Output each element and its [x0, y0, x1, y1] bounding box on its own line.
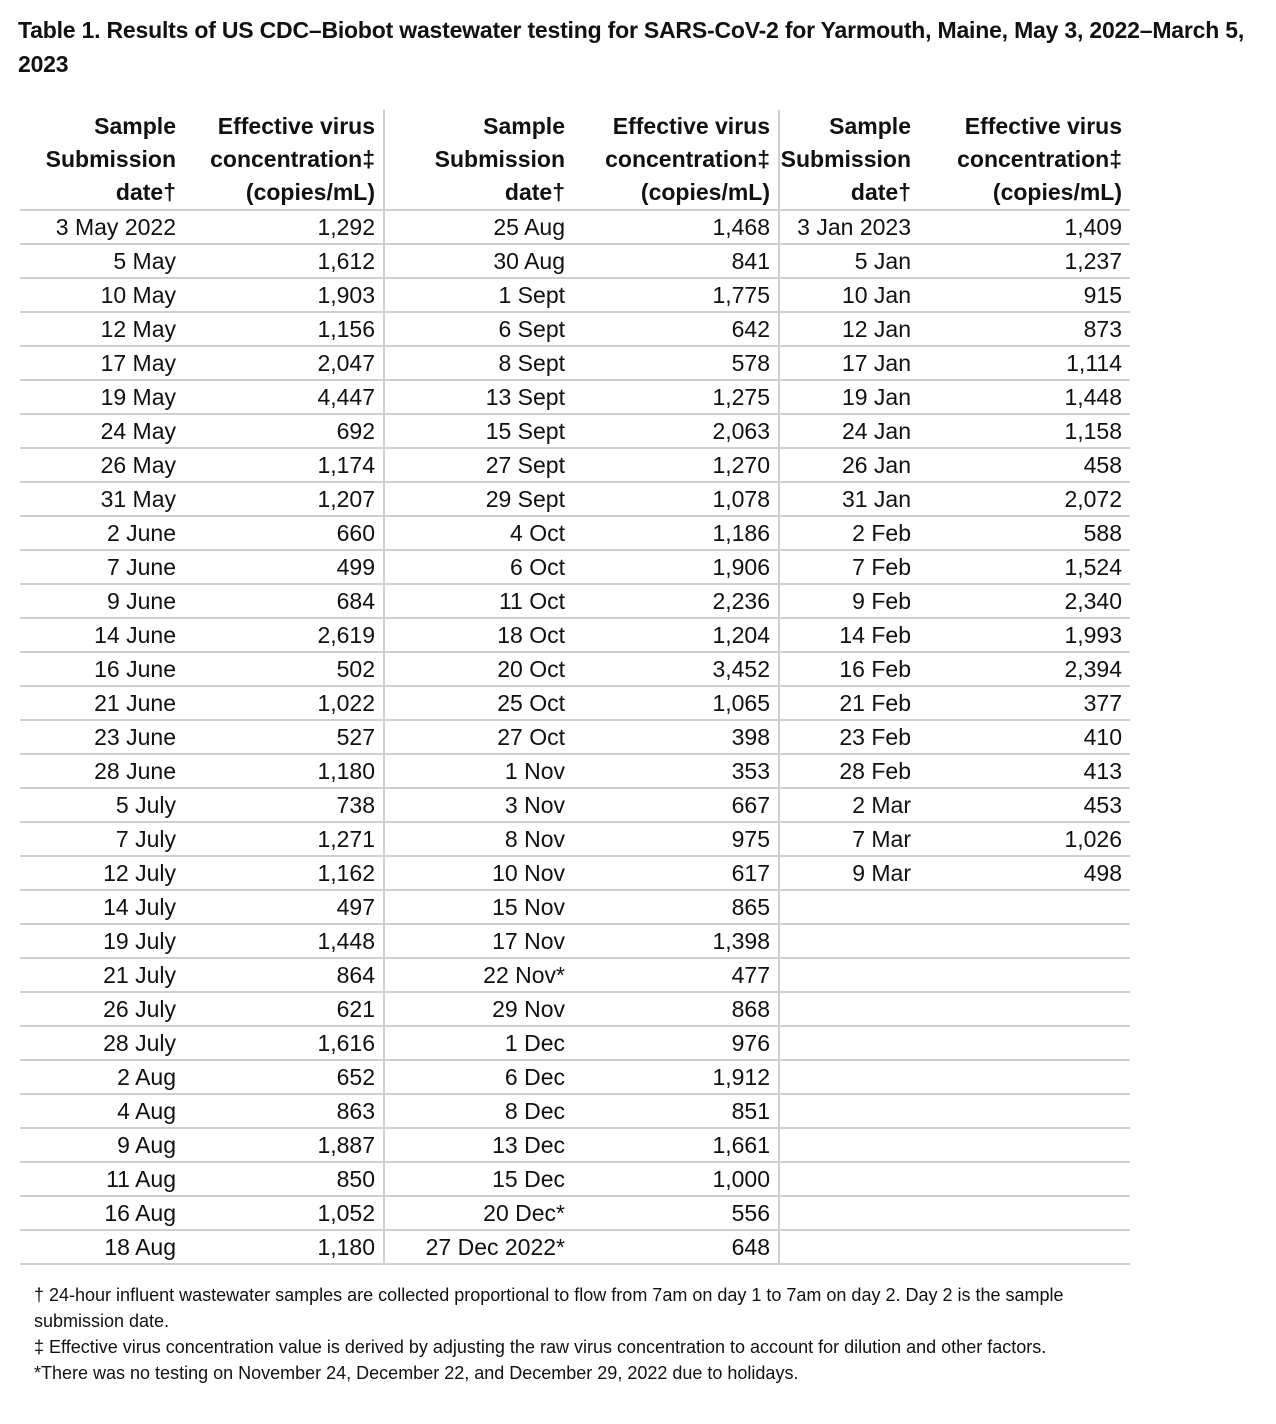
- concentration-cell: 1,114: [919, 346, 1130, 380]
- sample-date-cell: 16 June: [20, 652, 184, 686]
- header-row: [20, 110, 1130, 210]
- concentration-cell: [919, 992, 1130, 1026]
- concentration-cell: 1,052: [184, 1196, 384, 1230]
- table-row: [20, 346, 1130, 380]
- concentration-cell: 868: [573, 992, 779, 1026]
- sample-date-cell: 10 May: [20, 278, 184, 312]
- sample-date-cell: [779, 1094, 919, 1128]
- sample-date-cell: 7 June: [20, 550, 184, 584]
- concentration-cell: 2,047: [184, 346, 384, 380]
- concentration-cell: 353: [573, 754, 779, 788]
- concentration-cell: [919, 1060, 1130, 1094]
- concentration-cell: 1,292: [184, 210, 384, 244]
- concentration-cell: 660: [184, 516, 384, 550]
- footnote-double-dagger: ‡ Effective virus concentration value is derived by adjusting the raw virus concentration to account for dilution and other factors.: [34, 1337, 1047, 1357]
- sample-date-cell: 4 Aug: [20, 1094, 184, 1128]
- concentration-cell: 1,065: [573, 686, 779, 720]
- sample-date-cell: 11 Oct: [384, 584, 573, 618]
- sample-date-cell: 27 Dec 2022*: [384, 1230, 573, 1264]
- table-row: [20, 788, 1130, 822]
- concentration-cell: 738: [184, 788, 384, 822]
- sample-date-cell: 15 Nov: [384, 890, 573, 924]
- sample-date-cell: 13 Sept: [384, 380, 573, 414]
- header-concentration: Effective virus concentration‡ (copies/mL): [573, 110, 779, 210]
- sample-date-cell: 2 Mar: [779, 788, 919, 822]
- sample-date-cell: 5 May: [20, 244, 184, 278]
- sample-date-cell: 24 Jan: [779, 414, 919, 448]
- sample-date-cell: 14 Feb: [779, 618, 919, 652]
- sample-date-cell: 9 Mar: [779, 856, 919, 890]
- concentration-cell: 617: [573, 856, 779, 890]
- sample-date-cell: 26 July: [20, 992, 184, 1026]
- sample-date-cell: 3 May 2022: [20, 210, 184, 244]
- sample-date-cell: 15 Dec: [384, 1162, 573, 1196]
- concentration-cell: 377: [919, 686, 1130, 720]
- sample-date-cell: [779, 958, 919, 992]
- sample-date-cell: 22 Nov*: [384, 958, 573, 992]
- concentration-cell: 1,409: [919, 210, 1130, 244]
- sample-date-cell: 15 Sept: [384, 414, 573, 448]
- sample-date-cell: 2 Aug: [20, 1060, 184, 1094]
- table-row: [20, 380, 1130, 414]
- concentration-cell: 841: [573, 244, 779, 278]
- concentration-cell: 2,340: [919, 584, 1130, 618]
- footnote-dagger: † 24-hour influent wastewater samples are collected proportional to flow from 7am on day 1 to 7am on day 2. Day 2 is the sample submission date.: [34, 1285, 1064, 1331]
- results-table: [20, 110, 1130, 1265]
- sample-date-cell: 27 Oct: [384, 720, 573, 754]
- concentration-cell: 458: [919, 448, 1130, 482]
- table-title: Table 1. Results of US CDC–Biobot wastewater testing for SARS-CoV-2 for Yarmouth, Maine, May 3, 2022–March 5, 2023: [18, 17, 1245, 77]
- concentration-cell: 1,180: [184, 754, 384, 788]
- concentration-cell: 4,447: [184, 380, 384, 414]
- sample-date-cell: 5 Jan: [779, 244, 919, 278]
- concentration-cell: 1,612: [184, 244, 384, 278]
- table-row: [20, 1162, 1130, 1196]
- header-sample-date: Sample Submission date†: [779, 110, 919, 210]
- table-row: [20, 482, 1130, 516]
- concentration-cell: 864: [184, 958, 384, 992]
- sample-date-cell: 6 Dec: [384, 1060, 573, 1094]
- sample-date-cell: 8 Sept: [384, 346, 573, 380]
- sample-date-cell: 21 June: [20, 686, 184, 720]
- table-row: [20, 1060, 1130, 1094]
- table-row: [20, 754, 1130, 788]
- concentration-cell: 499: [184, 550, 384, 584]
- table-row: [20, 890, 1130, 924]
- sample-date-cell: 25 Oct: [384, 686, 573, 720]
- sample-date-cell: 16 Feb: [779, 652, 919, 686]
- table-row: [20, 652, 1130, 686]
- table-row: [20, 686, 1130, 720]
- concentration-cell: 975: [573, 822, 779, 856]
- sample-date-cell: 19 July: [20, 924, 184, 958]
- header-concentration: Effective virus concentration‡ (copies/mL): [919, 110, 1130, 210]
- concentration-cell: 1,026: [919, 822, 1130, 856]
- table-row: [20, 448, 1130, 482]
- concentration-cell: [919, 1230, 1130, 1264]
- sample-date-cell: 12 July: [20, 856, 184, 890]
- sample-date-cell: [779, 890, 919, 924]
- sample-date-cell: 17 Jan: [779, 346, 919, 380]
- concentration-cell: [919, 1128, 1130, 1162]
- sample-date-cell: 26 Jan: [779, 448, 919, 482]
- sample-date-cell: 17 May: [20, 346, 184, 380]
- sample-date-cell: 26 May: [20, 448, 184, 482]
- sample-date-cell: 20 Dec*: [384, 1196, 573, 1230]
- concentration-cell: 976: [573, 1026, 779, 1060]
- sample-date-cell: [779, 1196, 919, 1230]
- concentration-cell: 873: [919, 312, 1130, 346]
- sample-date-cell: 20 Oct: [384, 652, 573, 686]
- sample-date-cell: [779, 992, 919, 1026]
- sample-date-cell: 28 July: [20, 1026, 184, 1060]
- concentration-cell: 1,271: [184, 822, 384, 856]
- concentration-cell: 2,236: [573, 584, 779, 618]
- table-row: [20, 210, 1130, 244]
- concentration-cell: 851: [573, 1094, 779, 1128]
- table-row: [20, 1128, 1130, 1162]
- concentration-cell: 1,906: [573, 550, 779, 584]
- concentration-cell: 3,452: [573, 652, 779, 686]
- concentration-cell: 477: [573, 958, 779, 992]
- table-row: [20, 584, 1130, 618]
- table-row: [20, 856, 1130, 890]
- sample-date-cell: 1 Sept: [384, 278, 573, 312]
- concentration-cell: 556: [573, 1196, 779, 1230]
- concentration-cell: 850: [184, 1162, 384, 1196]
- sample-date-cell: 1 Nov: [384, 754, 573, 788]
- concentration-cell: 1,158: [919, 414, 1130, 448]
- concentration-cell: 1,180: [184, 1230, 384, 1264]
- sample-date-cell: 31 Jan: [779, 482, 919, 516]
- concentration-cell: 2,063: [573, 414, 779, 448]
- sample-date-cell: [779, 924, 919, 958]
- concentration-cell: 652: [184, 1060, 384, 1094]
- concentration-cell: 1,275: [573, 380, 779, 414]
- table-row: [20, 618, 1130, 652]
- table-row: [20, 1026, 1130, 1060]
- concentration-cell: 915: [919, 278, 1130, 312]
- concentration-cell: [919, 1196, 1130, 1230]
- concentration-cell: 502: [184, 652, 384, 686]
- concentration-cell: 642: [573, 312, 779, 346]
- table-row: [20, 1094, 1130, 1128]
- sample-date-cell: 8 Nov: [384, 822, 573, 856]
- table-row: [20, 278, 1130, 312]
- sample-date-cell: 19 May: [20, 380, 184, 414]
- sample-date-cell: 28 Feb: [779, 754, 919, 788]
- sample-date-cell: 9 Feb: [779, 584, 919, 618]
- table-row: [20, 1230, 1130, 1264]
- sample-date-cell: 12 May: [20, 312, 184, 346]
- concentration-cell: 2,619: [184, 618, 384, 652]
- concentration-cell: 2,394: [919, 652, 1130, 686]
- sample-date-cell: 9 June: [20, 584, 184, 618]
- table-row: [20, 516, 1130, 550]
- table-row: [20, 244, 1130, 278]
- sample-date-cell: 16 Aug: [20, 1196, 184, 1230]
- concentration-cell: 578: [573, 346, 779, 380]
- sample-date-cell: 6 Oct: [384, 550, 573, 584]
- concentration-cell: 1,616: [184, 1026, 384, 1060]
- concentration-cell: 1,270: [573, 448, 779, 482]
- concentration-cell: 498: [919, 856, 1130, 890]
- sample-date-cell: [779, 1230, 919, 1264]
- table-row: [20, 822, 1130, 856]
- concentration-cell: 2,072: [919, 482, 1130, 516]
- sample-date-cell: 28 June: [20, 754, 184, 788]
- concentration-cell: [919, 1162, 1130, 1196]
- concentration-cell: 413: [919, 754, 1130, 788]
- concentration-cell: 497: [184, 890, 384, 924]
- sample-date-cell: 18 Oct: [384, 618, 573, 652]
- concentration-cell: 1,022: [184, 686, 384, 720]
- concentration-cell: 1,912: [573, 1060, 779, 1094]
- concentration-cell: [919, 958, 1130, 992]
- concentration-cell: 1,000: [573, 1162, 779, 1196]
- sample-date-cell: 19 Jan: [779, 380, 919, 414]
- sample-date-cell: 30 Aug: [384, 244, 573, 278]
- sample-date-cell: 7 Mar: [779, 822, 919, 856]
- sample-date-cell: [779, 1060, 919, 1094]
- concentration-cell: 1,174: [184, 448, 384, 482]
- concentration-cell: 1,204: [573, 618, 779, 652]
- concentration-cell: 1,524: [919, 550, 1130, 584]
- sample-date-cell: [779, 1026, 919, 1060]
- sample-date-cell: 6 Sept: [384, 312, 573, 346]
- concentration-cell: 1,661: [573, 1128, 779, 1162]
- sample-date-cell: 23 June: [20, 720, 184, 754]
- concentration-cell: 527: [184, 720, 384, 754]
- sample-date-cell: [779, 1162, 919, 1196]
- sample-date-cell: 2 Feb: [779, 516, 919, 550]
- table-row: [20, 720, 1130, 754]
- header-sample-date: Sample Submission date†: [20, 110, 184, 210]
- concentration-cell: 1,993: [919, 618, 1130, 652]
- concentration-cell: 621: [184, 992, 384, 1026]
- concentration-cell: 1,207: [184, 482, 384, 516]
- sample-date-cell: 14 June: [20, 618, 184, 652]
- sample-date-cell: 3 Jan 2023: [779, 210, 919, 244]
- concentration-cell: 1,237: [919, 244, 1130, 278]
- concentration-cell: 1,448: [919, 380, 1130, 414]
- concentration-cell: 1,903: [184, 278, 384, 312]
- sample-date-cell: 9 Aug: [20, 1128, 184, 1162]
- concentration-cell: 648: [573, 1230, 779, 1264]
- concentration-cell: [919, 924, 1130, 958]
- sample-date-cell: 17 Nov: [384, 924, 573, 958]
- concentration-cell: 588: [919, 516, 1130, 550]
- sample-date-cell: 7 July: [20, 822, 184, 856]
- concentration-cell: [919, 890, 1130, 924]
- concentration-cell: 1,078: [573, 482, 779, 516]
- sample-date-cell: 21 Feb: [779, 686, 919, 720]
- concentration-cell: 667: [573, 788, 779, 822]
- sample-date-cell: [779, 1128, 919, 1162]
- concentration-cell: 863: [184, 1094, 384, 1128]
- sample-date-cell: 1 Dec: [384, 1026, 573, 1060]
- concentration-cell: 1,775: [573, 278, 779, 312]
- sample-date-cell: 29 Sept: [384, 482, 573, 516]
- concentration-cell: 865: [573, 890, 779, 924]
- table-row: [20, 550, 1130, 584]
- concentration-cell: [919, 1026, 1130, 1060]
- sample-date-cell: 13 Dec: [384, 1128, 573, 1162]
- concentration-cell: 453: [919, 788, 1130, 822]
- concentration-cell: 1,162: [184, 856, 384, 890]
- header-sample-date: Sample Submission date†: [384, 110, 573, 210]
- sample-date-cell: 29 Nov: [384, 992, 573, 1026]
- table-row: [20, 1196, 1130, 1230]
- sample-date-cell: 25 Aug: [384, 210, 573, 244]
- concentration-cell: [919, 1094, 1130, 1128]
- table-row: [20, 414, 1130, 448]
- sample-date-cell: 10 Jan: [779, 278, 919, 312]
- footnotes: [34, 1282, 1124, 1386]
- concentration-cell: 684: [184, 584, 384, 618]
- sample-date-cell: 8 Dec: [384, 1094, 573, 1128]
- table-row: [20, 958, 1130, 992]
- sample-date-cell: 24 May: [20, 414, 184, 448]
- concentration-cell: 1,468: [573, 210, 779, 244]
- sample-date-cell: 5 July: [20, 788, 184, 822]
- concentration-cell: 692: [184, 414, 384, 448]
- sample-date-cell: 14 July: [20, 890, 184, 924]
- sample-date-cell: 7 Feb: [779, 550, 919, 584]
- sample-date-cell: 10 Nov: [384, 856, 573, 890]
- concentration-cell: 398: [573, 720, 779, 754]
- sample-date-cell: 11 Aug: [20, 1162, 184, 1196]
- footnote-asterisk: *There was no testing on November 24, December 22, and December 29, 2022 due to holidays.: [34, 1363, 799, 1383]
- table-body: [20, 210, 1130, 1264]
- sample-date-cell: 27 Sept: [384, 448, 573, 482]
- sample-date-cell: 21 July: [20, 958, 184, 992]
- concentration-cell: 410: [919, 720, 1130, 754]
- sample-date-cell: 4 Oct: [384, 516, 573, 550]
- concentration-cell: 1,398: [573, 924, 779, 958]
- concentration-cell: 1,887: [184, 1128, 384, 1162]
- table-row: [20, 312, 1130, 346]
- sample-date-cell: 3 Nov: [384, 788, 573, 822]
- table-row: [20, 992, 1130, 1026]
- sample-date-cell: 2 June: [20, 516, 184, 550]
- concentration-cell: 1,448: [184, 924, 384, 958]
- sample-date-cell: 18 Aug: [20, 1230, 184, 1264]
- concentration-cell: 1,186: [573, 516, 779, 550]
- sample-date-cell: 23 Feb: [779, 720, 919, 754]
- sample-date-cell: 12 Jan: [779, 312, 919, 346]
- concentration-cell: 1,156: [184, 312, 384, 346]
- header-concentration: Effective virus concentration‡ (copies/mL): [184, 110, 384, 210]
- table-row: [20, 924, 1130, 958]
- sample-date-cell: 31 May: [20, 482, 184, 516]
